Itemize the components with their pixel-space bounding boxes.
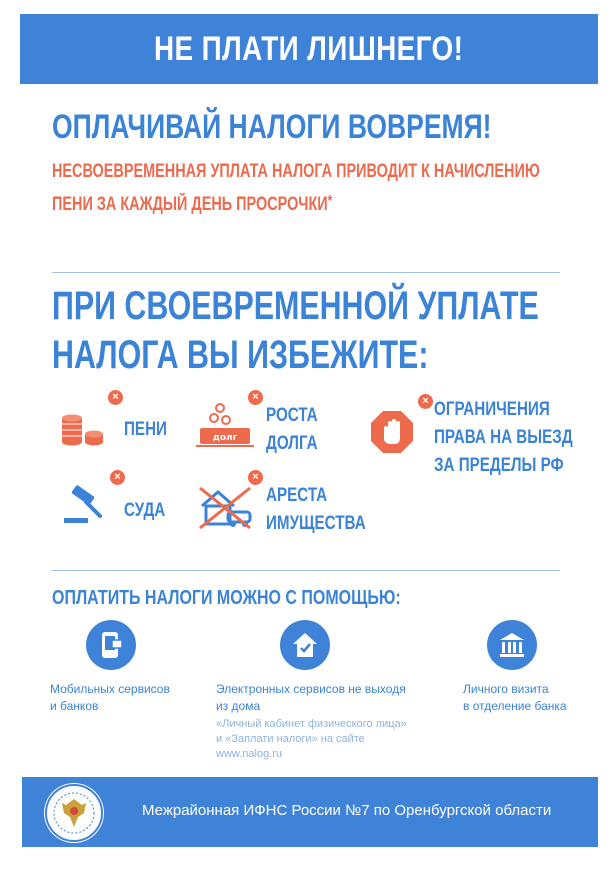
avoid-item-debt [266, 402, 318, 458]
avoid-heading-line-2: НАЛОГА ВЫ ИЗБЕЖИТЕ: [52, 333, 429, 377]
debt-icon-text: долг [212, 433, 238, 443]
page-title: НЕ ПЛАТИ ЛИШНЕГО! [154, 29, 464, 68]
pay-on-time-title: ОПЛАЧИВАЙ НАЛОГИ ВОВРЕМЯ! [52, 108, 492, 146]
payment-way-online-line: Электронных сервисов не выходя [216, 682, 406, 696]
gavel-icon [60, 484, 108, 526]
payment-way-mobile-line: и банков [50, 699, 99, 713]
payment-way-note-line: «Личный кабинет физического лица» [216, 718, 407, 730]
payment-way-bank [487, 620, 537, 670]
payment-way-note-line: www.nalog.ru [216, 748, 283, 760]
avoid-item-penalty-line: ПЕНИ [124, 419, 167, 440]
avoid-heading-line-1: ПРИ СВОЕВРЕМЕННОЙ УПЛАТЕ [52, 284, 539, 328]
footer-text: Межрайонная ИФНС России №7 по Оренбургской области [142, 802, 552, 819]
home-online-icon [290, 630, 320, 660]
payment-way-bank-label [463, 681, 567, 715]
x-mark-icon: × [418, 394, 433, 409]
payment-way-bank-line: Личного визита [463, 682, 549, 696]
payment-way-online [280, 620, 330, 670]
avoid-item-property-arrest [266, 482, 366, 538]
payment-title: ОПЛАТИТЬ НАЛОГИ МОЖНО С ПОМОЩЬЮ: [52, 587, 401, 609]
eagle-emblem-icon [44, 783, 104, 843]
avoid-item-arrest-line: АРЕСТА [266, 485, 328, 506]
avoid-item-travel-restriction [434, 396, 573, 480]
warning-line-2 [52, 193, 332, 216]
payment-way-mobile-label [50, 681, 170, 715]
avoid-item-travel-line: ПРАВА НА ВЫЕЗД [434, 427, 573, 448]
payment-way-online-note [216, 717, 407, 762]
payment-way-mobile-line: Мобильных сервисов [50, 682, 170, 696]
header-banner [20, 14, 598, 84]
bank-icon [498, 631, 526, 659]
avoid-item-penalty [124, 416, 167, 444]
divider [52, 272, 560, 273]
avoid-item-travel-line: ОГРАНИЧЕНИЯ [434, 399, 550, 420]
warning-line-1: НЕСВОЕВРЕМЕННАЯ УПЛАТА НАЛОГА ПРИВОДИТ К НАЧИСЛЕНИЮ [52, 161, 540, 182]
stop-hand-icon [370, 410, 414, 454]
payment-way-bank-line: в отделение банка [463, 699, 567, 713]
x-mark-icon: × [248, 470, 263, 485]
payment-way-online-label [216, 681, 406, 715]
avoid-item-travel-line: ЗА ПРЕДЕЛЫ РФ [434, 455, 564, 476]
warning-line-2-text: ПЕНИ ЗА КАЖДЫЙ ДЕНЬ ПРОСРОЧКИ [52, 194, 328, 215]
x-mark-icon: × [248, 390, 263, 405]
avoid-item-court [124, 497, 165, 525]
coins-icon [58, 410, 106, 448]
debt-icon [196, 402, 254, 452]
avoid-item-arrest-line: ИМУЩЕСТВА [266, 513, 366, 534]
avoid-item-court-line: СУДА [124, 500, 166, 521]
payment-way-online-line: из дома [216, 699, 261, 713]
divider [52, 570, 560, 571]
x-mark-icon: × [110, 470, 125, 485]
payment-way-note-line: и «Заплати налоги» на сайте [216, 733, 365, 745]
mobile-icon [98, 630, 124, 660]
footer-banner [22, 777, 598, 847]
avoid-item-debt-line: ДОЛГА [266, 433, 318, 454]
avoid-item-debt-line: РОСТА [266, 405, 318, 426]
x-mark-icon: × [108, 390, 123, 405]
tax-service-emblem [44, 783, 104, 843]
property-crossed-icon [196, 484, 254, 530]
footnote-asterisk: * [327, 193, 333, 210]
payment-way-mobile [86, 620, 136, 670]
